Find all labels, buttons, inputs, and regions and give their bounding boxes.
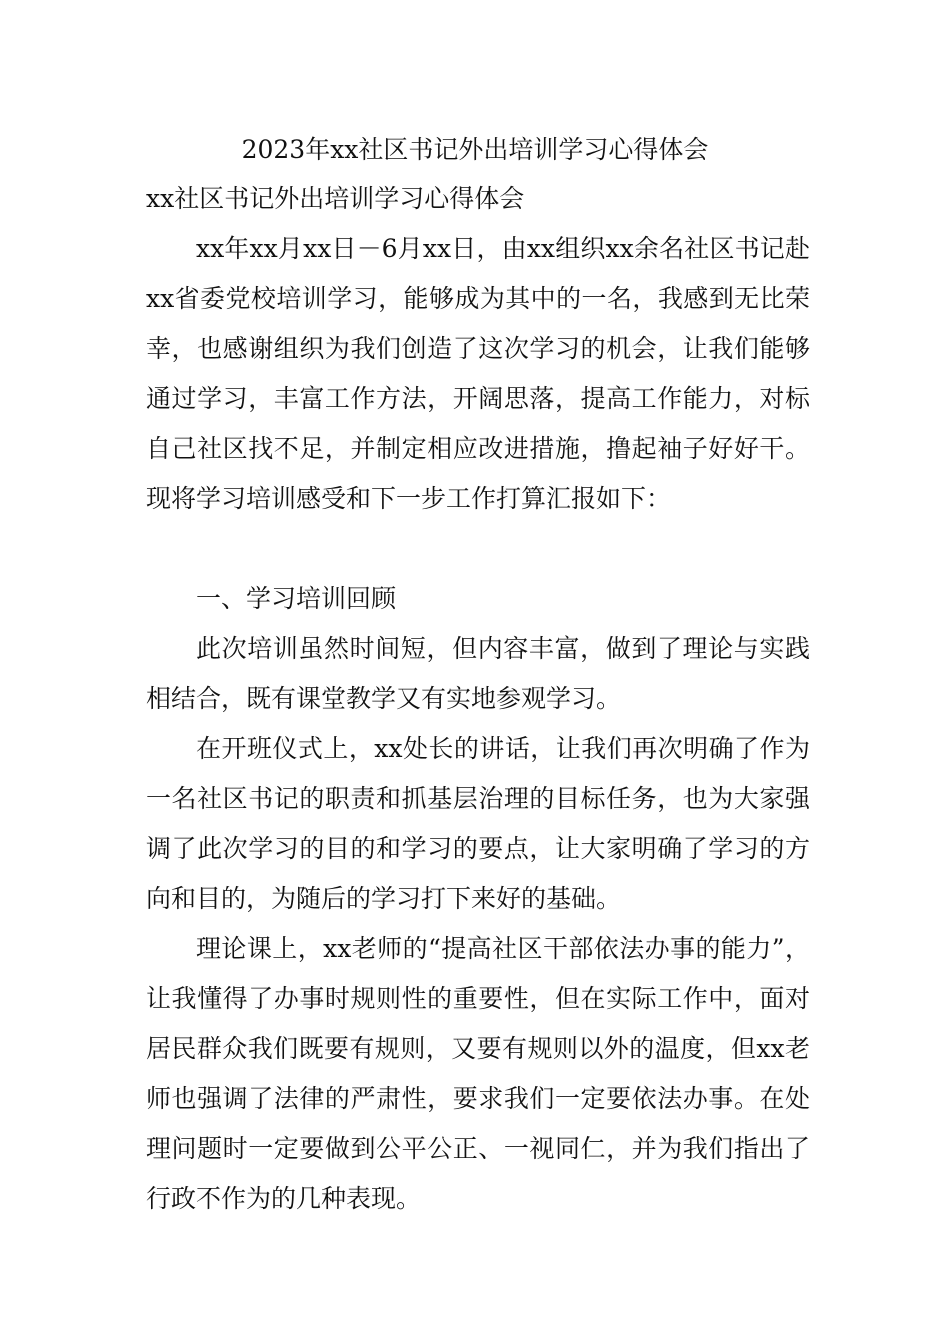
paragraph-intro: xx年xx月xx日－6月xx日，由xx组织xx余名社区书记赴xx省委党校培训学习，能够成为其中的一名，我感到无比荣幸，也感谢组织为我们创造了这次学习的机会，让我们能够通过学习，丰富工作方法，开阔思落，提高工作能力，对标自己社区找不足，并制定相应改进措施，撸起袖子好好干。现将学习培训感受和下一步工作打算汇报如下：	[146, 234, 810, 513]
paragraph-opening-ceremony: 在开班仪式上，xx处长的讲话，让我们再次明确了作为一名社区书记的职责和抓基层治理的目标任务，也为大家强调了此次学习的目的和学习的要点，让大家明确了学习的方向和目的，为随后的学习打下来好的基础。	[146, 734, 810, 913]
section-heading: 一、学习培训回顾	[196, 584, 397, 613]
document-subtitle: xx社区书记外出培训学习心得体会	[146, 184, 525, 213]
paragraph-training-overview: 此次培训虽然时间短，但内容丰富，做到了理论与实践相结合，既有课堂教学又有实地参观学习。	[146, 634, 810, 713]
document-title: 2023年xx社区书记外出培训学习心得体会	[241, 135, 709, 164]
paragraph-theory-class: 理论课上，xx老师的“提高社区干部依法办事的能力”，让我懂得了办事时规则性的重要性，但在实际工作中，面对居民群众我们既要有规则，又要有规则以外的温度，但xx老师也强调了法律的严肃性，要求我们一定要依法办事。在处理问题时一定要做到公平公正、一视同仁，并为我们指出了行政不作为的几种表现。	[146, 934, 810, 1213]
